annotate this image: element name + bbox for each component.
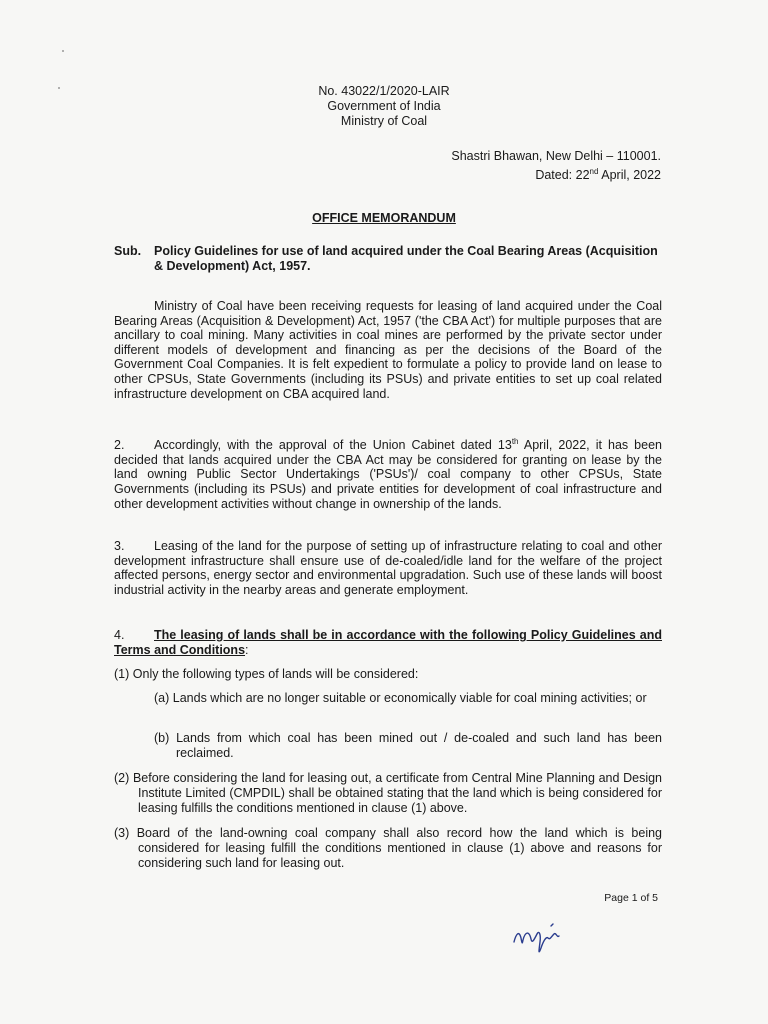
government-name: Government of India [327,99,441,113]
document-header [0,84,768,129]
clause-2-text: Before considering the land for leasing out, a certificate from Central Mine Planning and Design Institute Limited (CMPDIL) shall be obtained stating that the land which is being considered for leasing fulfills the conditions mentioned in clause (1) above. [132,771,662,815]
paragraph-2 [114,435,662,511]
subject-label: Sub. [114,244,142,258]
page-number: Page 1 of 5 [604,892,658,904]
office-location: Shastri Bhawan, New Delhi – 110001. [451,149,661,163]
paragraph-4-heading: The leasing of lands shall be in accordance with the following Policy Guidelines and Terms and Conditions [114,628,662,657]
clause-2-label: (2) [114,771,130,785]
clause-1b [154,731,662,761]
paragraph-2-sup: th [511,437,519,446]
clause-1-text: Only the following types of lands will be considered: [132,667,419,681]
clause-1b-label: (b) [154,731,170,745]
paragraph-2-number: 2. [114,438,125,453]
clause-1a [154,691,662,706]
clause-1a-label: (a) [154,691,170,705]
date-prefix: Dated: 22 [535,168,590,183]
clause-3-text: Board of the land-owning coal company shall also record how the land which is being considered for leasing fulfill the conditions mentioned in clause (1) above and reasons for considering such land for leasing out. [136,826,662,870]
paragraph-2-text-b: April, 2022, it has been decided that lands acquired under the CBA Act may be considered for granting on lease by the land owning Public Sector Undertakings ('PSUs')/ coal company to other CPSUs, State Governments (including its PSUs) and private entities for development of coal infrastructure and other development activities without change in ownership of the lands. [114,438,662,511]
clause-3 [114,826,662,871]
scan-speck [62,50,64,52]
clause-2 [114,771,662,816]
paragraph-1: Ministry of Coal have been receiving requests for leasing of land acquired under the Coal Bearing Areas (Acquisition & Development) Act, 1957 ('the CBA Act') for multiple purposes that are ancillary to coal mining. Many activities in coal mines are performed by the private sector under different models of development and financing as per the decisions of the Board of the Government Coal Companies. It is felt expedient to formulate a policy to provide land on lease to other CPSUs, State Governments (including its PSUs) and private entities to set up coal related infrastructure development on CBA acquired land. [114,299,662,401]
clause-1-label: (1) [114,667,130,681]
clause-1b-text: Lands from which coal has been mined out / de-coaled and such land has been reclaimed. [176,731,662,760]
date-line [451,164,661,183]
clause-1a-text: Lands which are no longer suitable or economically viable for coal mining activities; or [172,691,647,705]
paragraph-4 [114,628,662,657]
subject-block [114,244,662,274]
date-suffix-sup: nd [589,167,599,176]
paragraph-4-number: 4. [114,628,125,642]
paragraph-3 [114,539,662,597]
paragraph-2-text-a: Accordingly, with the approval of the Union Cabinet dated 13 [154,438,512,453]
clause-3-label: (3) [114,826,130,840]
memo-title: OFFICE MEMORANDUM [312,211,456,225]
paragraph-4-colon: : [245,642,249,657]
paragraph-3-text: Leasing of the land for the purpose of setting up of infrastructure relating to coal and other development infrastructure shall ensure use of de-coaled/idle land for the welfare of the project affected persons, energy sector and environmental upgradation. Such use of these lands will boost industrial activity in the nearby areas and generate employment. [114,539,662,597]
address-block [451,149,661,183]
clause-1 [114,667,662,682]
ministry-name: Ministry of Coal [340,114,428,128]
handwritten-signature [510,912,580,960]
reference-number: No. 43022/1/2020-LAIR [318,84,450,98]
date-month-year: April, 2022 [598,168,661,183]
subject-text: Policy Guidelines for use of land acquired under the Coal Bearing Areas (Acquisition & Development) Act, 1957. [154,244,658,273]
paragraph-3-number: 3. [114,539,125,553]
